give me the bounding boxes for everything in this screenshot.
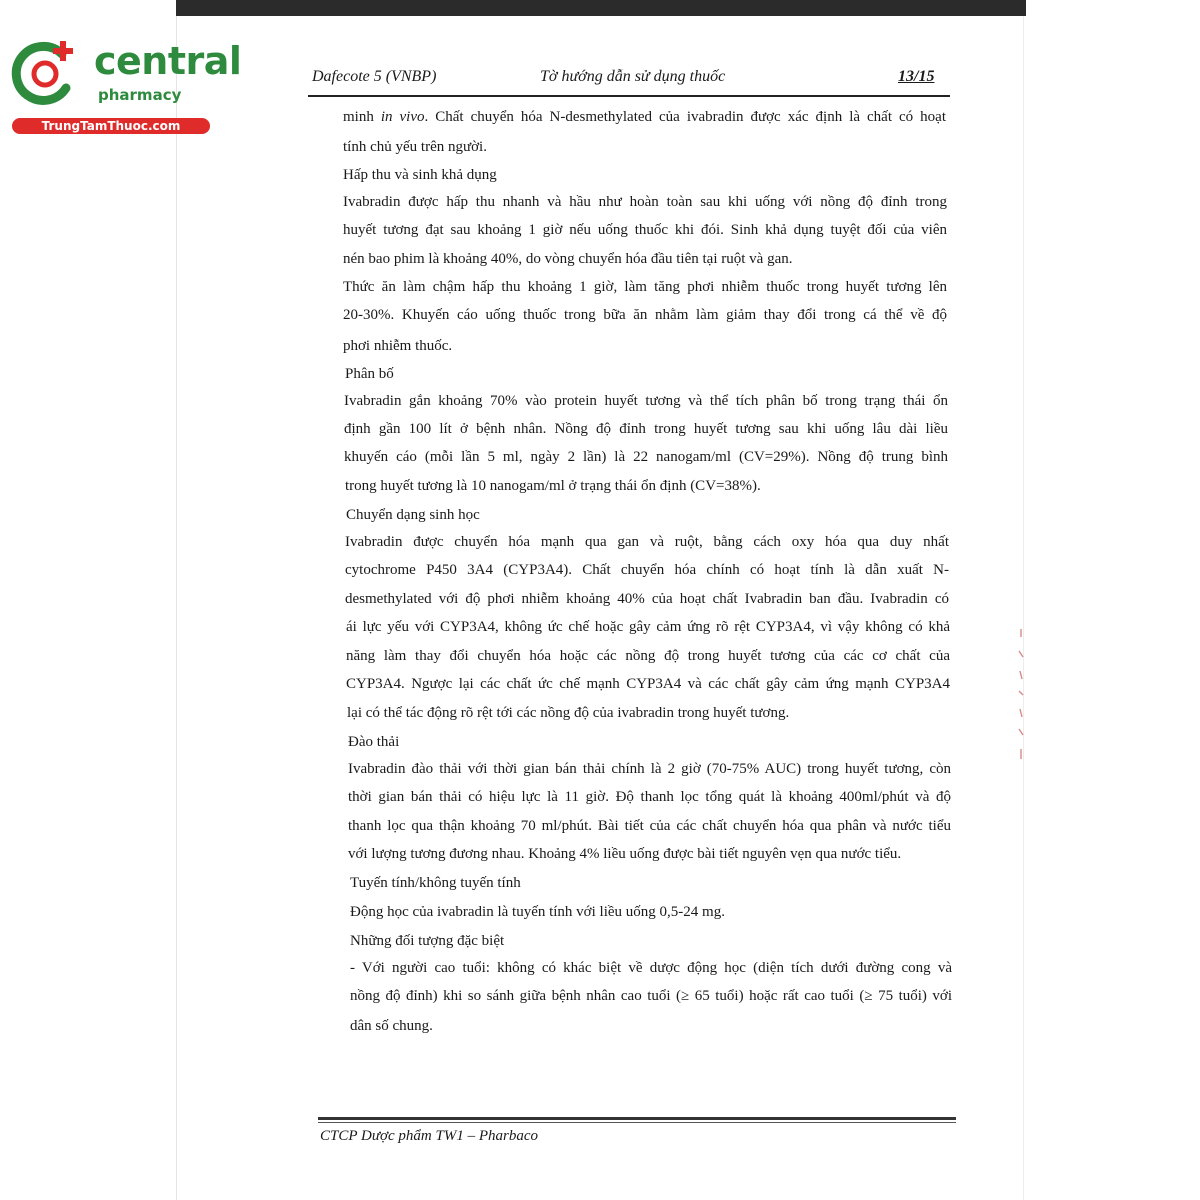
central-pharmacy-logo-icon <box>10 38 80 108</box>
paragraph-line: desmethylated với độ phơi nhiễm khoảng 40% của hoạt chất Ivabradin ban đầu. Ivabradin có <box>345 591 949 607</box>
logo-central-text: central <box>94 39 242 83</box>
section-heading-special-populations: Những đối tượng đặc biệt <box>350 933 505 949</box>
paragraph-line <box>343 108 946 126</box>
section-heading-elimination: Đào thải <box>348 734 400 750</box>
italic-term: in vivo <box>380 109 425 125</box>
page-number: 13/15 <box>898 68 935 85</box>
text-fragment: minh <box>343 109 381 125</box>
text-fragment: . Chất chuyển hóa N-desmethylated của ivabradin được xác định là chất có hoạt <box>424 109 946 125</box>
paragraph-line: 20-30%. Khuyến cáo uống thuốc trong bữa ăn nhằm làm giảm thay đổi trong cá thể về độ <box>343 307 947 323</box>
paragraph-line: CYP3A4. Ngược lại các chất ức chế mạnh CYP3A4 và các chất gây cảm ứng mạnh CYP3A4 <box>346 676 950 692</box>
paragraph-line: huyết tương đạt sau khoảng 1 giờ nếu uống thuốc khi đói. Sinh khả dụng tuyệt đối của viên <box>343 222 947 238</box>
paragraph-line: tính chủ yếu trên người. <box>343 139 487 155</box>
footer-rule <box>318 1117 956 1120</box>
header-rule <box>308 95 950 97</box>
logo-url-badge: TrungTamThuoc.com <box>12 118 210 134</box>
paragraph-line: Ivabradin được hấp thu nhanh và hầu như hoàn toàn sau khi uống với nồng độ đỉnh trong <box>343 194 947 210</box>
paragraph-line: định gần 100 lít ở bệnh nhân. Nồng độ đỉnh trong huyết tương sau khi uống lâu dài liều <box>344 421 948 437</box>
paragraph-line: với lượng tương đương nhau. Khoảng 4% liều uống được bài tiết nguyên vẹn qua nước tiểu. <box>348 846 902 862</box>
footer-company: CTCP Dược phẩm TW1 – Pharbaco <box>320 1128 538 1144</box>
margin-scan-marks <box>1014 625 1028 765</box>
paragraph-line: năng làm thay đổi chuyển hóa hoặc các nồng độ trong huyết tương của các cơ chất của <box>346 648 950 664</box>
section-heading-metabolism: Chuyển dạng sinh học <box>346 507 480 523</box>
paragraph-line: cytochrome P450 3A4 (CYP3A4). Chất chuyển hóa chính có hoạt tính là dẫn xuất N- <box>345 562 949 578</box>
logo-pharmacy-text: pharmacy <box>98 86 182 104</box>
paragraph-line: phơi nhiễm thuốc. <box>343 338 453 354</box>
paragraph-line: nồng độ đỉnh) khi so sánh giữa bệnh nhân cao tuổi (≥ 65 tuổi) hoặc rất cao tuổi (≥ 75 tuổi) với <box>350 988 952 1004</box>
paragraph-line: Thức ăn làm chậm hấp thu khoảng 1 giờ, làm tăng phơi nhiễm thuốc trong huyết tương lên <box>343 279 947 295</box>
section-heading-linearity: Tuyến tính/không tuyến tính <box>350 875 521 891</box>
paragraph-line: - Với người cao tuổi: không có khác biệt về dược động học (diện tích dưới đường cong và <box>350 960 952 976</box>
paragraph-line: ái lực yếu với CYP3A4, không ức chế hoặc gây cảm ứng rõ rệt CYP3A4, vì vậy không có khả <box>346 619 950 635</box>
paragraph-line: lại có thể tác động rõ rệt tới các nồng độ của ivabradin trong huyết tương. <box>347 705 790 721</box>
paragraph-line: trong huyết tương là 10 nanogam/ml ở trạng thái ổn định (CV=38%). <box>345 478 761 494</box>
paragraph-line: Ivabradin gắn khoảng 70% vào protein huyết tương và thể tích phân bố trong trạng thái ổn <box>344 393 948 409</box>
document-name: Dafecote 5 (VNBP) <box>312 68 437 85</box>
section-heading-absorption: Hấp thu và sinh khả dụng <box>343 167 497 183</box>
scan-top-edge <box>176 0 1026 16</box>
paragraph-line: Ivabradin đào thải với thời gian bán thải chính là 2 giờ (70-75% AUC) trong huyết tương, còn <box>348 761 951 777</box>
paragraph-line: thời gian bán thải có hiệu lực là 11 giờ. Độ thanh lọc tổng quát là khoảng 400ml/phút và độ <box>348 789 951 805</box>
paragraph-line: thanh lọc qua thận khoảng 70 ml/phút. Bài tiết của các chất chuyển hóa qua phân và nước tiểu <box>348 818 951 834</box>
section-heading-distribution: Phân bố <box>345 366 394 382</box>
footer-rule-thin <box>318 1122 956 1123</box>
paragraph-line: Ivabradin được chuyển hóa mạnh qua gan và ruột, bằng cách oxy hóa qua duy nhất <box>345 534 949 550</box>
paragraph-line: Động học của ivabradin là tuyến tính với liều uống 0,5-24 mg. <box>350 904 725 920</box>
document-type: Tờ hướng dẫn sử dụng thuốc <box>540 68 726 85</box>
central-pharmacy-logo <box>10 38 242 138</box>
paragraph-line: nén bao phim là khoảng 40%, do vòng chuyển hóa đầu tiên tại ruột và gan. <box>343 251 793 267</box>
paragraph-line: khuyến cáo (mỗi lần 5 ml, ngày 2 lần) là 22 nanogam/ml (CV=29%). Nồng độ trung bình <box>344 449 948 465</box>
paragraph-line: dân số chung. <box>350 1018 433 1034</box>
